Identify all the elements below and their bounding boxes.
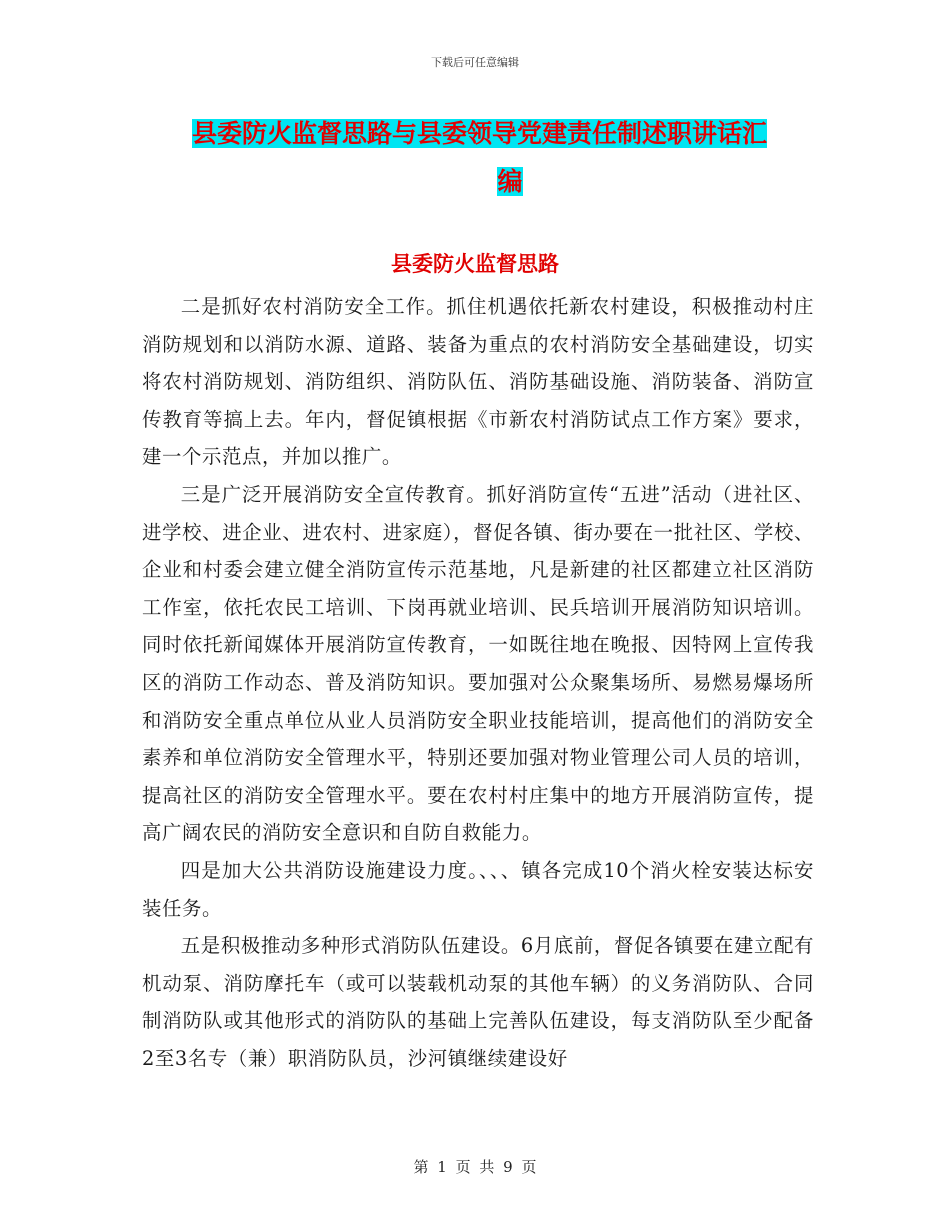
paragraph: 四是加大公共消防设施建设力度。、、、镇各完成10个消火栓安装达标安装任务。 <box>142 858 814 920</box>
paragraph: 五是积极推动多种形式消防队伍建设。6月底前，督促各镇要在建立配有机动泵、消防摩托车（或可以装载机动泵的其他车辆）的义务消防队、合同制消防队或其他形式的消防队的基础上完善队伍建设，每支消防队至少配备2至3名专（兼）职消防队员，沙河镇继续建设好 <box>142 934 814 1070</box>
document-title-line-1: 县委防火监督思路与县委领导党建责任制述职讲话汇 <box>192 119 768 148</box>
document-title-line-2: 编 <box>497 167 523 196</box>
paragraph: 二是抓好农村消防安全工作。抓住机遇依托新农村建设，积极推动村庄消防规划和以消防水源、道路、装备为重点的农村消防安全基础建设，切实将农村消防规划、消防组织、消防队伍、消防基础设施、消防装备、消防宣传教育等搞上去。年内，督促镇根据《市新农村消防试点工作方案》要求，建一个示范点，并加以推广。 <box>142 295 814 469</box>
document-body <box>142 288 814 1077</box>
section-title: 县委防火监督思路 <box>391 252 559 276</box>
page-header-note: 下载后可任意编辑 <box>431 56 519 69</box>
document-title <box>192 110 812 206</box>
page-number: 第 1 页 共 9 页 <box>413 1158 537 1176</box>
paragraph: 三是广泛开展消防安全宣传教育。抓好消防宣传“五进”活动（进社区、进学校、进企业、进农村、进家庭），督促各镇、街办要在一批社区、学校、企业和村委会建立健全消防宣传示范基地，凡是新建的社区都建立社区消防工作室，依托农民工培训、下岗再就业培训、民兵培训开展消防知识培训。同时依托新闻媒体开展消防宣传教育，一如既往地在晚报、因特网上宣传我区的消防工作动态、普及消防知识。要加强对公众聚集场所、易燃易爆场所和消防安全重点单位从业人员消防安全职业技能培训，提高他们的消防安全素养和单位消防安全管理水平，特别还要加强对物业管理公司人员的培训，提高社区的消防安全管理水平。要在农村村庄集中的地方开展消防宣传，提高广阔农民的消防安全意识和自防自救能力。 <box>142 482 814 845</box>
